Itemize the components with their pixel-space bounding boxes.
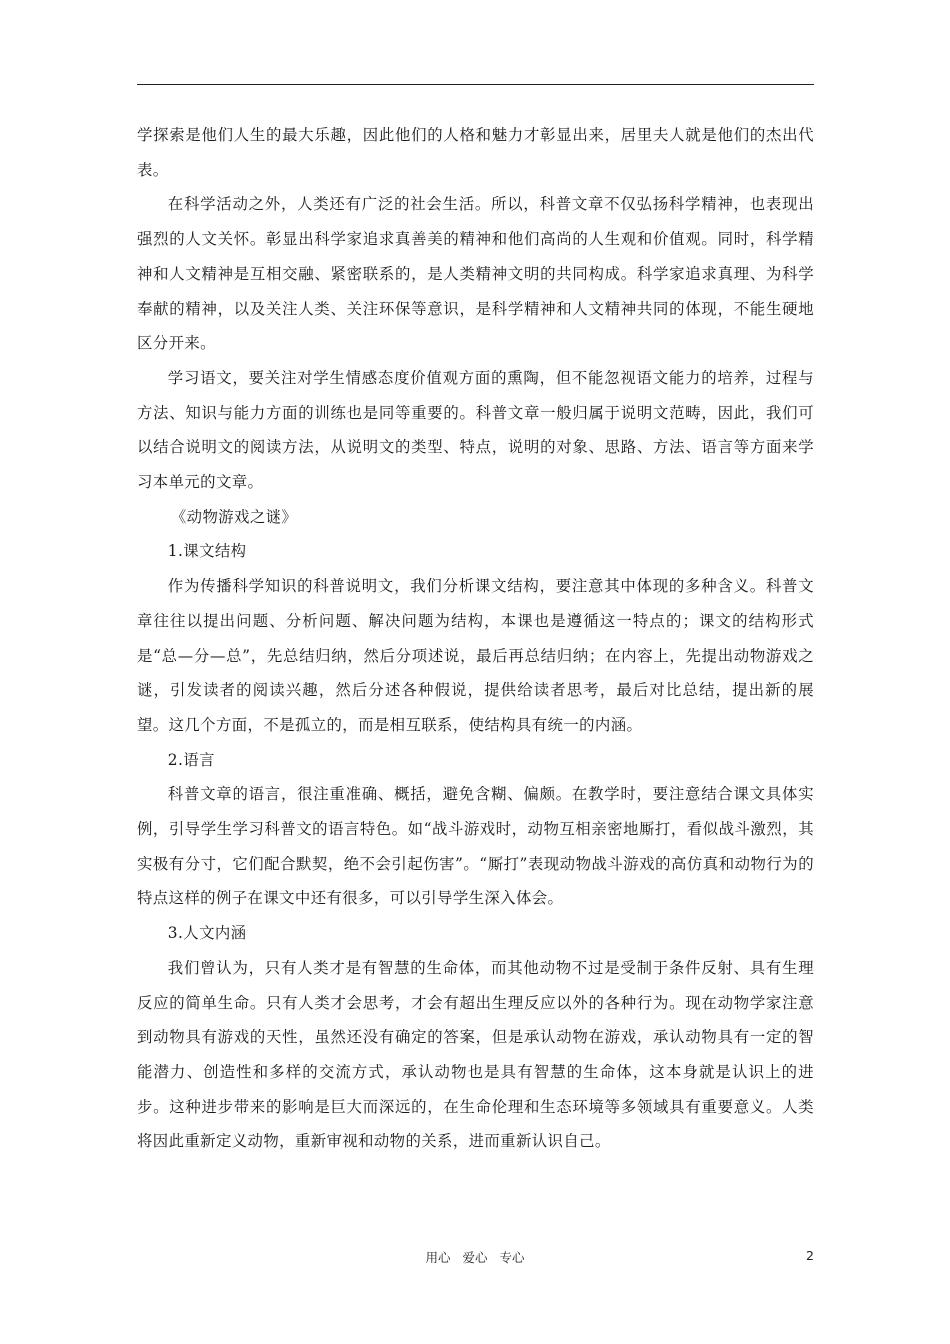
- paragraph-structure: 作为传播科学知识的科普说明文，我们分析课文结构，要注意其中体现的多种含义。科普文章往往以提出问题、分析问题、解决问题为结构，本课也是遵循这一特点的；课文的结构形式是“总—分—总”，先总结归纳，然后分项述说，最后再总结归纳；在内容上，先提出动物游戏之谜，引发读者的阅读兴趣，然后分述各种假说，提供给读者思考，最后对比总结，提出新的展望。这几个方面，不是孤立的，而是相互联系，使结构具有统一的内涵。: [137, 577, 814, 734]
- paragraph-language: 科普文章的语言，很注重准确、概括，避免含糊、偏颇。在教学时，要注意结合课文具体实例，引导学生学习科普文的语言特色。如“战斗游戏时，动物互相亲密地厮打，看似战斗激烈，其实极有分寸，它们配合默契，绝不会引起伤害”。“厮打”表现动物战斗游戏的高仿真和动物行为的特点这样的例子在课文中还有很多，可以引导学生深入体会。: [137, 785, 814, 908]
- section-heading-humanities: 3.人文内涵: [167, 924, 247, 943]
- header-rule: [137, 84, 814, 85]
- paragraph-humanistic-care: 在科学活动之外，人类还有广泛的社会生活。所以，科普文章不仅弘扬科学精神，也表现出强烈的人文关怀。彰显出科学家追求真善美的精神和他们高尚的人生观和价值观。同时，科学精神和人文精神是互相交融、紧密联系的，是人类精神文明的共同构成。科学家追求真理、为科学奉献的精神，以及关注人类、关注环保等意识，是科学精神和人文精神共同的体现，不能生硬地区分开来。: [137, 195, 814, 353]
- page-footer: [0, 1248, 950, 1270]
- footer-motto: 用心 爱心 专心: [425, 1250, 525, 1265]
- lesson-title: 《动物游戏之谜》: [170, 507, 298, 526]
- paragraph-humanities: 我们曾认为，只有人类才是有智慧的生命体，而其他动物不过是受制于条件反射、具有生理反应的简单生命。只有人类才会思考，才会有超出生理反应以外的各种行为。现在动物学家注意到动物具有游戏的天性，虽然还没有确定的答案，但是承认动物在游戏，承认动物具有一定的智能潜力、创造性和多样的交流方式，承认动物也是具有智慧的生命体，这本身就是认识上的进步。这种进步带来的影响是巨大而深远的，在生命伦理和生态环境等多领域具有重要意义。人类将因此重新定义动物，重新审视和动物的关系，进而重新认识自己。: [137, 958, 814, 1151]
- paragraph-learning-chinese: 学习语文，要关注对学生情感态度价值观方面的熏陶，但不能忽视语文能力的培养，过程与方法、知识与能力方面的训练也是同等重要的。科普文章一般归属于说明文范畴，因此，我们可以结合说明文的阅读方法，从说明文的类型、特点，说明的对象、思路、方法、语言等方面来学习本单元的文章。: [137, 368, 814, 492]
- section-heading-language: 2.语言: [167, 750, 215, 769]
- section-heading-structure: 1.课文结构: [167, 542, 247, 561]
- paragraph-continuation: 学探索是他们人生的最大乐趣，因此他们的人格和魅力才彰显出来，居里夫人就是他们的杰出代表。: [137, 126, 814, 179]
- page-number: 2: [806, 1248, 814, 1263]
- document-body: [137, 118, 814, 1159]
